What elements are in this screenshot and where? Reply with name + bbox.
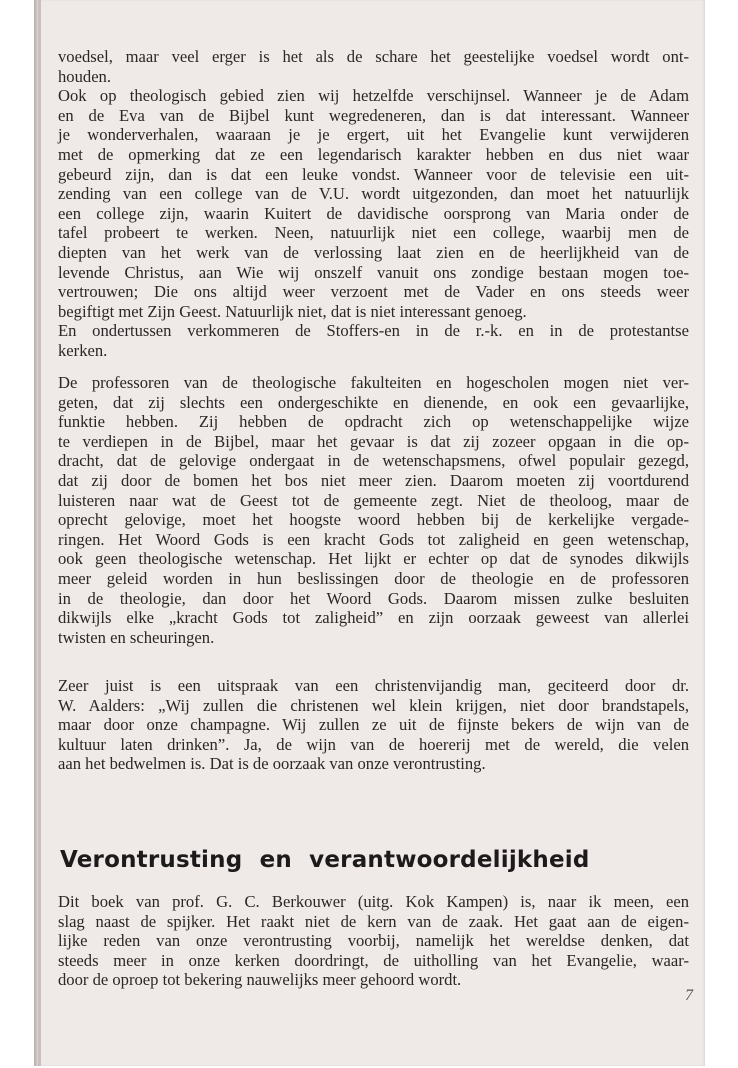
text-line: Dit boek van prof. G. C. Berkouwer (uitg. Kok Kampen) is, naar ik meen, een	[58, 892, 689, 911]
text-line: houden.	[58, 66, 111, 86]
text-line: twisten en scheuringen.	[58, 627, 215, 647]
text-line: dracht, dat de gelovige ondergaat in de wetenschapsmens, ofwel populair gezegd,	[58, 451, 689, 471]
text-line: levende Christus, aan Wie wij onszelf vanuit ons zondige bestaan mogen toe-	[58, 262, 689, 282]
text-line: funktie hebben. Zij hebben de opdracht zich op wetenschappelijke wijze	[58, 412, 689, 432]
text-line: je wonderverhalen, waaraan je je ergert, uit het Evangelie kunt verwijderen	[58, 125, 689, 145]
text-line: ringen. Het Woord Gods is een kracht Gods tot zaligheid en geen wetenschap,	[58, 529, 689, 549]
text-line: maar door onze champagne. Wij zullen ze uit de fijnste bekers de wijn van de	[58, 715, 689, 735]
text-line: dikwijls elke „kracht Gods tot zaligheid” en zijn oorzaak geweest van allerlei	[58, 608, 689, 628]
text-line: vertrouwen; Die ons altijd weer verzoent met de Vader en ons steeds weer	[58, 282, 689, 302]
text-line: kerken.	[58, 340, 108, 360]
text-line: kultuur laten drinken”. Ja, de wijn van de hoererij met de wereld, die velen	[58, 734, 689, 754]
text-line: voedsel, maar veel erger is het als de schare het geestelijke voedsel wordt ont-	[58, 47, 689, 66]
text-line: met de opmerking dat ze een legendarisch karakter hebben en dus niet waar	[58, 144, 689, 164]
text-line: zending van een college van de V.U. wordt uitgezonden, dan moet het natuurlijk	[58, 184, 689, 204]
text-line: en de Eva van de Bijbel kunt wegredeneren, dan is dat interessant. Wanneer	[58, 105, 689, 125]
text-line: dat zij door de bomen het bos niet meer zien. Daarom moeten zij voortdurend	[58, 470, 689, 490]
text-line: in de theologie, dan door het Woord Gods. Daarom missen zulke besluiten	[58, 588, 689, 608]
text-line: meer geleid worden in hun beslissingen door de theologie en de professoren	[58, 568, 689, 588]
paragraph-1	[58, 47, 689, 361]
text-line: gebeurd zijn, dan is dat een leuke vondst. Wanneer voor de televisie een uit-	[58, 164, 689, 184]
text-line: ook geen theologische wetenschap. Het lijkt er echter op dat de synodes dikwijls	[58, 549, 689, 569]
text-line: te verdiepen in de Bijbel, maar het gevaar is dat zij zozeer opgaan in die op-	[58, 431, 689, 451]
text-line: Ook op theologisch gebied zien wij hetzelfde verschijnsel. Wanneer je de Adam	[58, 86, 689, 106]
text-line: geten, dat zij slechts een ondergeschikte en dienende, en ook een gevaarlijke,	[58, 392, 689, 412]
text-line: oprecht gelovige, moet het hoogste woord hebben bij de kerkelijke vergade-	[58, 510, 689, 530]
text-line: diepten van het werk van de verlossing laat zien en de heerlijkheid van de	[58, 242, 689, 262]
paragraph-4	[58, 892, 689, 990]
text-line: een college zijn, waarin Kuitert de davidische oorsprong van Maria onder de	[58, 203, 689, 223]
text-line: aan het bedwelmen is. Dat is de oorzaak van onze verontrusting.	[58, 754, 486, 774]
paragraph-2	[58, 373, 689, 647]
text-line: tafel probeert te werken. Neen, natuurlijk niet een college, waarbij men de	[58, 223, 689, 243]
text-line: slag naast de spijker. Het raakt niet de kern van de zaak. Het gaat aan de eigen-	[58, 911, 689, 931]
text-line: lijke reden van onze verontrusting voorbij, namelijk het wereldse denken, dat	[58, 931, 689, 951]
text-line: luisteren naar wat de Geest tot de gemeente zegt. Niet de theoloog, maar de	[58, 490, 689, 510]
page-number: 7	[685, 987, 693, 1004]
text-line: begiftigt met Zijn Geest. Natuurlijk niet, dat is niet interessant genoeg.	[58, 301, 527, 321]
paragraph-3	[58, 676, 689, 774]
text-line: W. Aalders: „Wij zullen die christenen wel klein krijgen, niet door brandstapels,	[58, 695, 689, 715]
text-line: Zeer juist is een uitspraak van een christenvijandig man, geciteerd door dr.	[58, 676, 689, 695]
text-line: door de oproep tot bekering nauwelijks meer gehoord wordt.	[58, 970, 462, 990]
text-line: steeds meer in onze kerken doordringt, de uitholling van het Evangelie, waar-	[58, 950, 689, 970]
section-heading: Verontrusting en verantwoordelijkheid	[60, 847, 590, 873]
text-line: De professoren van de theologische fakulteiten en hogescholen mogen niet ver-	[58, 373, 689, 392]
page-binding-edge	[38, 0, 41, 1066]
text-line: En ondertussen verkommeren de Stoffers-en in de r.-k. en in de protestantse	[58, 321, 689, 341]
